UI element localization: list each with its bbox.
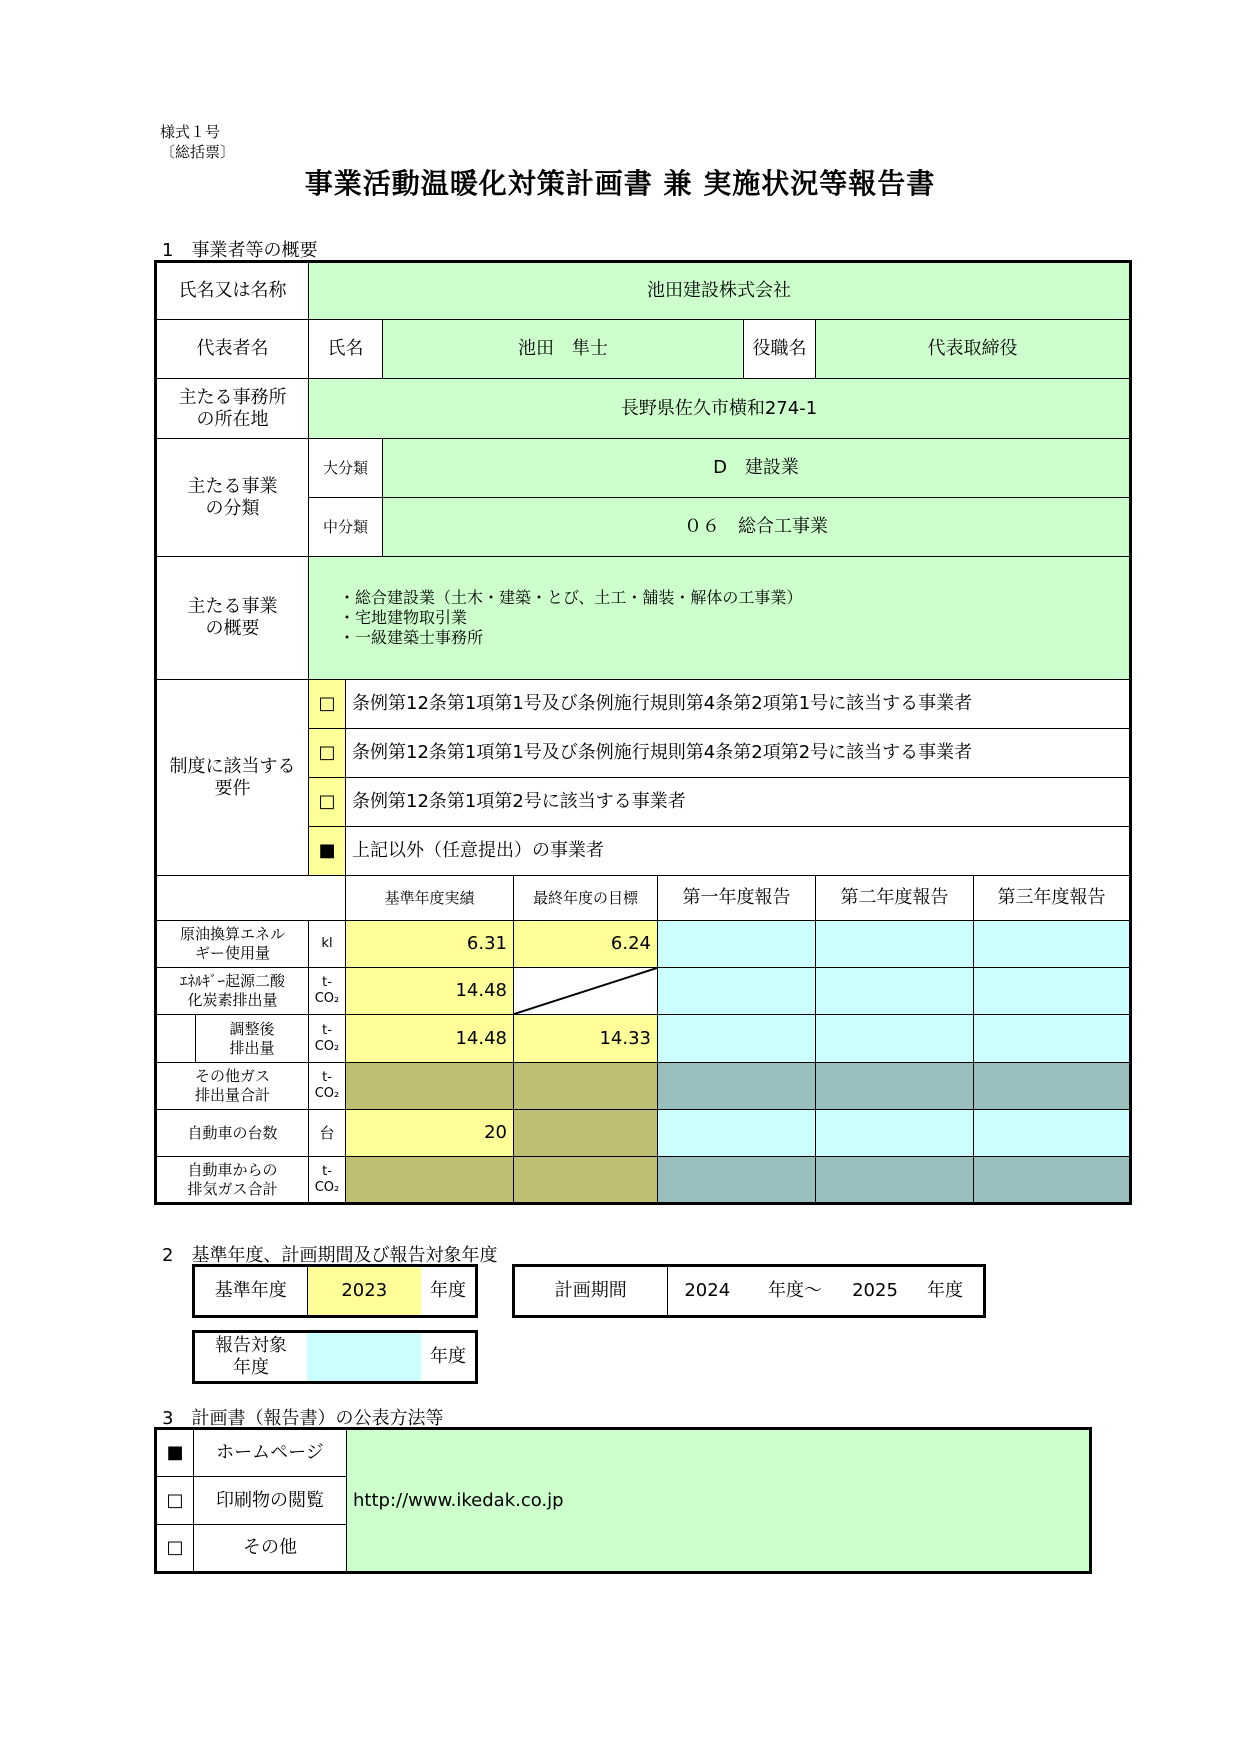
- row-label-line: 排気ガス合計: [187, 1179, 278, 1198]
- major-class-label: 大分類: [309, 439, 383, 498]
- report-year-label-line: 報告対象: [215, 1335, 287, 1356]
- summary-line: ・一級建築士事務所: [339, 628, 484, 647]
- summary-line: ・宅地建物取引業: [339, 608, 468, 627]
- diagonal-slash: [514, 968, 657, 1014]
- requirement-checkbox[interactable]: □: [309, 778, 346, 827]
- report-year-value[interactable]: [307, 1333, 421, 1381]
- publication-url[interactable]: http://www.ikedak.co.jp: [347, 1429, 1091, 1573]
- row-label-adjusted: [195, 1015, 308, 1062]
- summary-label: [156, 557, 309, 680]
- other-gas-target-cell: [514, 1063, 658, 1110]
- plan-mid-text: 年度～: [768, 1280, 822, 1301]
- energy-year1-cell[interactable]: [658, 921, 816, 968]
- exhaust-target-cell: [514, 1157, 658, 1204]
- row-unit: [309, 1157, 346, 1204]
- report-year-label-line: 年度: [233, 1357, 269, 1378]
- report-year-suffix: 年度: [430, 1346, 466, 1367]
- row-unit: [309, 1015, 346, 1063]
- energy-base-value[interactable]: 6.31: [346, 921, 514, 968]
- publication-method-label: 印刷物の閲覧: [194, 1477, 347, 1525]
- row-label-line: 化炭素排出量: [187, 991, 278, 1009]
- business-overview-table: [154, 260, 1132, 1205]
- col-base-year: 基準年度実績: [346, 876, 514, 921]
- co2-year2-cell[interactable]: [816, 968, 974, 1015]
- row-label-line: 排出量合計: [194, 1086, 270, 1104]
- publication-checkbox[interactable]: □: [156, 1525, 194, 1573]
- form-number-text: 様式１号: [160, 123, 221, 141]
- exhaust-year3-cell: [974, 1157, 1131, 1204]
- office-value[interactable]: 長野県佐久市横和274-1: [309, 379, 1131, 439]
- base-year-box: [192, 1264, 478, 1318]
- requirement-checkbox[interactable]: □: [309, 680, 346, 729]
- name-label: 氏名又は名称: [156, 262, 309, 320]
- other-gas-year1-cell: [658, 1063, 816, 1110]
- co2-year3-cell[interactable]: [974, 968, 1131, 1015]
- office-label-line2: の所在地: [196, 408, 269, 430]
- plan-end-year[interactable]: 2025: [852, 1280, 898, 1301]
- col-target: 最終年度の目標: [514, 876, 658, 921]
- energy-target-value[interactable]: 6.24: [514, 921, 658, 968]
- section1-heading: 1 事業者等の概要: [162, 240, 318, 261]
- row-unit-line: t-: [322, 1163, 332, 1179]
- publication-method-table: [154, 1427, 1092, 1574]
- requirement-checkbox[interactable]: □: [309, 729, 346, 778]
- row-unit: [309, 968, 346, 1015]
- col-year1: 第一年度報告: [658, 876, 816, 921]
- row-label-energy-co2: [156, 968, 309, 1015]
- middle-class-value[interactable]: ０６ 総合工事業: [383, 498, 1131, 557]
- publication-method-label: その他: [194, 1525, 347, 1573]
- section2-heading: 2 基準年度、計画期間及び報告対象年度: [162, 1245, 498, 1266]
- corner-cell: [156, 876, 346, 921]
- classification-label: [156, 439, 309, 557]
- co2-year1-cell[interactable]: [658, 968, 816, 1015]
- publication-method-label: ホームページ: [194, 1429, 347, 1477]
- adjusted-target-value[interactable]: 14.33: [514, 1015, 658, 1063]
- major-class-value[interactable]: D 建設業: [383, 439, 1131, 498]
- publication-checkbox[interactable]: ■: [156, 1429, 194, 1477]
- exhaust-year2-cell: [816, 1157, 974, 1204]
- col-year2: 第二年度報告: [816, 876, 974, 921]
- base-year-label: 基準年度: [214, 1280, 287, 1301]
- middle-class-label: 中分類: [309, 498, 383, 557]
- col-year3: 第三年度報告: [974, 876, 1131, 921]
- exhaust-base-cell: [346, 1157, 514, 1204]
- row-unit-line: t-: [322, 1022, 332, 1038]
- row-label-line: 原油換算エネル: [179, 925, 285, 943]
- row-label-other-gas: [156, 1063, 309, 1110]
- section3-heading: 3 計画書（報告書）の公表方法等: [162, 1408, 444, 1429]
- plan-start-year[interactable]: 2024: [684, 1280, 731, 1301]
- row-unit-line: CO₂: [314, 1086, 340, 1101]
- row-unit-line: CO₂: [314, 991, 340, 1006]
- plan-end-suffix: 年度: [927, 1280, 963, 1301]
- classification-label-line1: 主たる事業: [187, 475, 278, 497]
- vehicles-target-cell: [514, 1110, 658, 1157]
- vehicles-year2-cell[interactable]: [816, 1110, 974, 1157]
- publication-checkbox[interactable]: □: [156, 1477, 194, 1525]
- summary-line: ・総合建設業（土木・建築・とび、土工・舗装・解体の工事業）: [339, 588, 803, 607]
- page-title: 事業活動温暖化対策計画書 兼 実施状況等報告書: [304, 167, 936, 200]
- row-label-line: ｴﾈﾙｷﾞｰ起源二酸: [179, 972, 285, 990]
- rep-label: 代表者名: [156, 320, 309, 379]
- energy-year2-cell[interactable]: [816, 921, 974, 968]
- row-label-energy: [156, 921, 309, 968]
- name-value[interactable]: 池田建設株式会社: [309, 262, 1131, 320]
- vehicles-year3-cell[interactable]: [974, 1110, 1131, 1157]
- row-label-line: 排出量: [229, 1038, 275, 1057]
- row-unit-line: t-: [322, 975, 332, 990]
- rep-name-value[interactable]: 池田 隼士: [383, 320, 744, 379]
- row-label-line: 調整後: [229, 1019, 275, 1038]
- form-sub-text: 〔総括票〕: [160, 143, 236, 161]
- row-label-line: その他ガス: [194, 1067, 270, 1085]
- base-year-suffix: 年度: [430, 1280, 466, 1301]
- requirement-text: 条例第12条第1項第1号及び条例施行規則第4条第2項第1号に該当する事業者: [346, 680, 1131, 729]
- adjusted-year1-cell[interactable]: [658, 1015, 816, 1063]
- row-unit: 台: [309, 1110, 346, 1157]
- office-label-line1: 主たる事務所: [178, 386, 287, 408]
- vehicles-year1-cell[interactable]: [658, 1110, 816, 1157]
- vehicles-base-value[interactable]: 20: [346, 1110, 514, 1157]
- requirement-text: 上記以外（任意提出）の事業者: [346, 827, 1131, 876]
- other-gas-year2-cell: [816, 1063, 974, 1110]
- row-unit-line: CO₂: [314, 1179, 340, 1195]
- row-unit: kl: [309, 921, 346, 968]
- adjusted-year2-cell[interactable]: [816, 1015, 974, 1063]
- requirement-checkbox[interactable]: ■: [309, 827, 346, 876]
- row-label-exhaust: [156, 1157, 309, 1204]
- classification-label-line2: の分類: [205, 497, 260, 519]
- adjusted-base-value[interactable]: 14.48: [346, 1015, 514, 1063]
- row-label-line: 自動車からの: [187, 1160, 278, 1179]
- row-unit-line: CO₂: [314, 1038, 340, 1054]
- office-label: [156, 379, 309, 439]
- exhaust-year1-cell: [658, 1157, 816, 1204]
- other-gas-base-cell: [346, 1063, 514, 1110]
- requirements-label-line2: 要件: [214, 777, 251, 799]
- requirement-text: 条例第12条第1項第2号に該当する事業者: [346, 778, 1131, 827]
- plan-period-box: [512, 1264, 986, 1318]
- summary-label-line2: の概要: [205, 618, 260, 639]
- co2-target-na-cell: [514, 968, 658, 1015]
- other-gas-year3-cell: [974, 1063, 1131, 1110]
- rep-title-value[interactable]: 代表取締役: [816, 320, 1131, 379]
- row-unit: [309, 1063, 346, 1110]
- row-label-vehicles: 自動車の台数: [156, 1110, 309, 1157]
- requirement-text: 条例第12条第1項第1号及び条例施行規則第4条第2項第2号に該当する事業者: [346, 729, 1131, 778]
- co2-base-value[interactable]: 14.48: [346, 968, 514, 1015]
- summary-label-line1: 主たる事業: [187, 596, 278, 617]
- energy-year3-cell[interactable]: [974, 921, 1131, 968]
- rep-title-label: 役職名: [744, 320, 816, 379]
- plan-period-label: 計画期間: [515, 1267, 667, 1315]
- row-label-line: ギー使用量: [194, 944, 270, 962]
- report-year-box: [192, 1330, 478, 1384]
- requirements-label-line1: 制度に該当する: [169, 755, 296, 777]
- row-unit-line: t-: [322, 1070, 332, 1085]
- rep-name-label: 氏名: [309, 320, 383, 379]
- summary-value[interactable]: [309, 557, 1131, 680]
- form-number: [160, 122, 235, 162]
- adjusted-year3-cell[interactable]: [974, 1015, 1131, 1063]
- base-year-value[interactable]: 2023: [307, 1267, 421, 1315]
- adjusted-indent-cell: [156, 1015, 309, 1063]
- report-year-label: [195, 1333, 307, 1381]
- requirements-label: [156, 680, 309, 876]
